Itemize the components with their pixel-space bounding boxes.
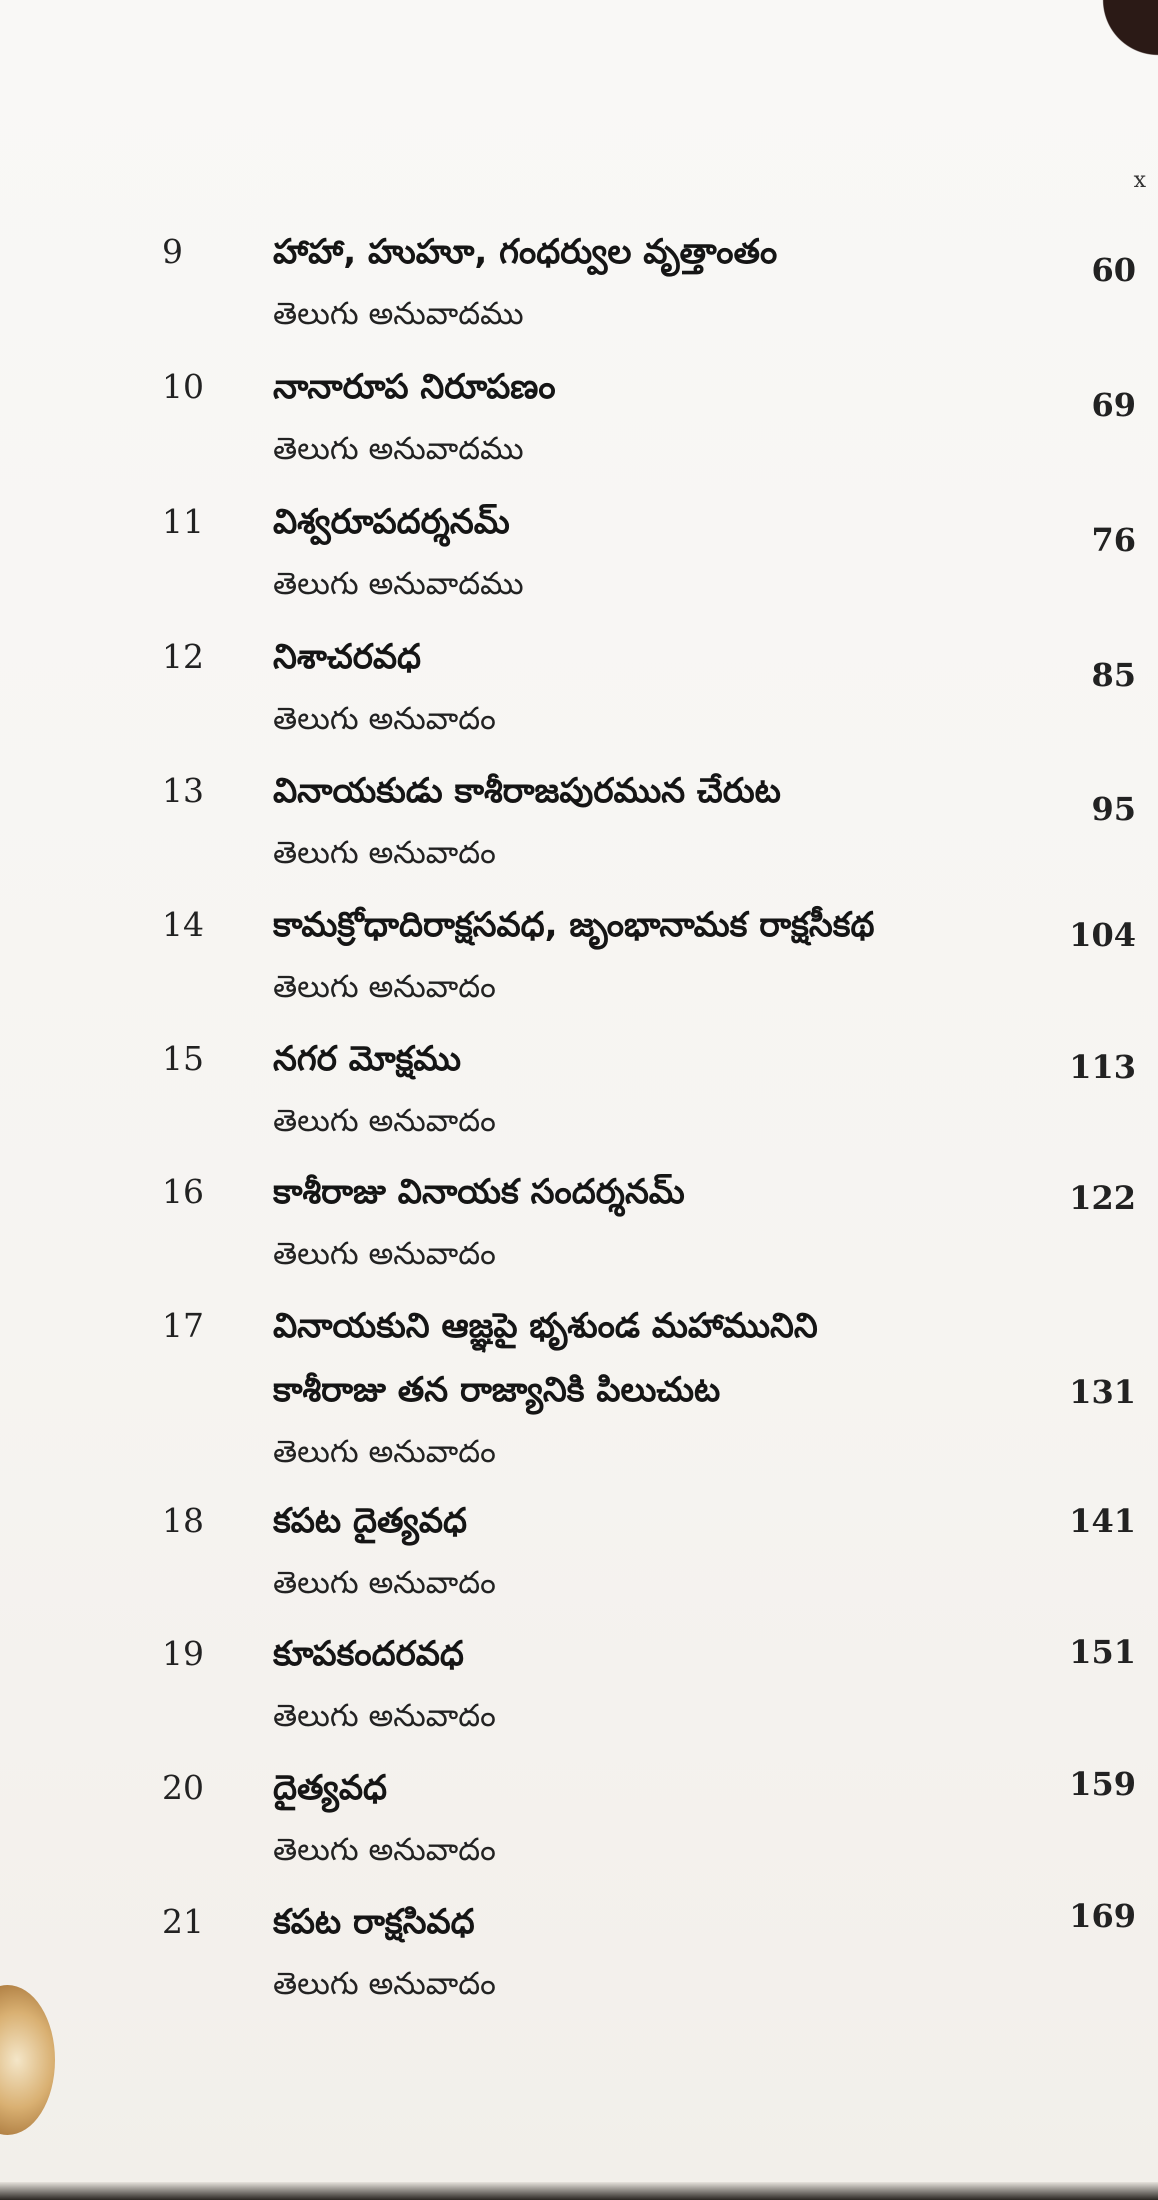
chapter-title: కపట దైత్యవధ: [273, 1501, 468, 1541]
chapter-number: 20: [162, 1768, 204, 1807]
page-number: 69: [1091, 386, 1136, 424]
page-number: 85: [1091, 656, 1136, 694]
page-number: 60: [1091, 251, 1136, 289]
chapter-subtitle: తెలుగు అనువాదము: [273, 566, 524, 602]
page-number: 131: [1069, 1373, 1136, 1411]
chapter-number: 19: [162, 1634, 204, 1673]
page-number: 113: [1069, 1048, 1136, 1086]
chapter-title: కపట రాక్షసివధ: [273, 1902, 475, 1942]
chapter-number: 14: [162, 905, 204, 944]
chapter-number: 9: [162, 232, 183, 271]
page-number: 122: [1069, 1179, 1136, 1217]
chapter-title: కూపకందరవధ: [273, 1634, 464, 1674]
chapter-subtitle: తెలుగు అనువాదం: [273, 1565, 496, 1601]
chapter-subtitle: తెలుగు అనువాదము: [273, 296, 524, 332]
chapter-subtitle: తెలుగు అనువాదం: [273, 1966, 496, 2002]
page-corner-shadow: [1088, 0, 1158, 70]
chapter-title: కామక్రోధాదిరాక్షసవధ, జృంభానామక రాక్షసీకథ: [273, 905, 875, 945]
chapter-title: హాహా, హుహూ, గంధర్వుల వృత్తాంతం: [273, 232, 778, 272]
chapter-number: 13: [162, 771, 204, 810]
chapter-number: 17: [162, 1306, 204, 1345]
chapter-subtitle: తెలుగు అనువాదం: [273, 969, 496, 1005]
chapter-title: వినాయకుని ఆజ్ఞపై భృశుండ మహామునిని: [273, 1306, 818, 1346]
chapter-title: వినాయకుడు కాశీరాజపురమున చేరుట: [273, 771, 781, 811]
chapter-subtitle: తెలుగు అనువాదం: [273, 835, 496, 871]
chapter-subtitle: తెలుగు అనువాదము: [273, 431, 524, 467]
chapter-subtitle: తెలుగు అనువాదం: [273, 701, 496, 737]
chapter-title: నగర మోక్షము: [273, 1039, 462, 1079]
chapter-title: నానారూప నిరూపణం: [273, 367, 556, 407]
chapter-subtitle: తెలుగు అనువాదం: [273, 1236, 496, 1272]
chapter-subtitle: తెలుగు అనువాదం: [273, 1103, 496, 1139]
page-number: 141: [1069, 1502, 1136, 1540]
chapter-number: 10: [162, 367, 204, 406]
page-number: 159: [1069, 1765, 1136, 1803]
page-number: 95: [1091, 790, 1136, 828]
chapter-title: దైత్యవధ: [273, 1768, 388, 1808]
chapter-subtitle: తెలుగు అనువాదం: [273, 1832, 496, 1868]
page-number: 151: [1069, 1633, 1136, 1671]
chapter-title: కాశీరాజు వినాయక సందర్శనమ్: [273, 1172, 685, 1212]
chapter-title: విశ్వరూపదర్శనమ్: [273, 502, 510, 542]
chapter-number: 15: [162, 1039, 204, 1078]
chapter-number: 11: [162, 502, 204, 541]
chapter-title-line-2: కాశీరాజు తన రాజ్యానికి పిలుచుట: [273, 1370, 721, 1410]
thumb-overlay: [0, 1985, 55, 2135]
chapter-subtitle: తెలుగు అనువాదం: [273, 1698, 496, 1734]
chapter-number: 16: [162, 1172, 204, 1211]
chapter-number: 18: [162, 1501, 204, 1540]
chapter-subtitle: తెలుగు అనువాదం: [273, 1434, 496, 1470]
page-number: 104: [1069, 916, 1136, 954]
page-bottom-edge: [0, 2182, 1158, 2200]
chapter-number: 12: [162, 637, 204, 676]
page-number: 76: [1091, 521, 1136, 559]
chapter-title: నిశాచరవధ: [273, 637, 422, 677]
page-number: 169: [1069, 1897, 1136, 1935]
margin-mark: x: [1133, 168, 1146, 193]
chapter-number: 21: [162, 1902, 204, 1941]
